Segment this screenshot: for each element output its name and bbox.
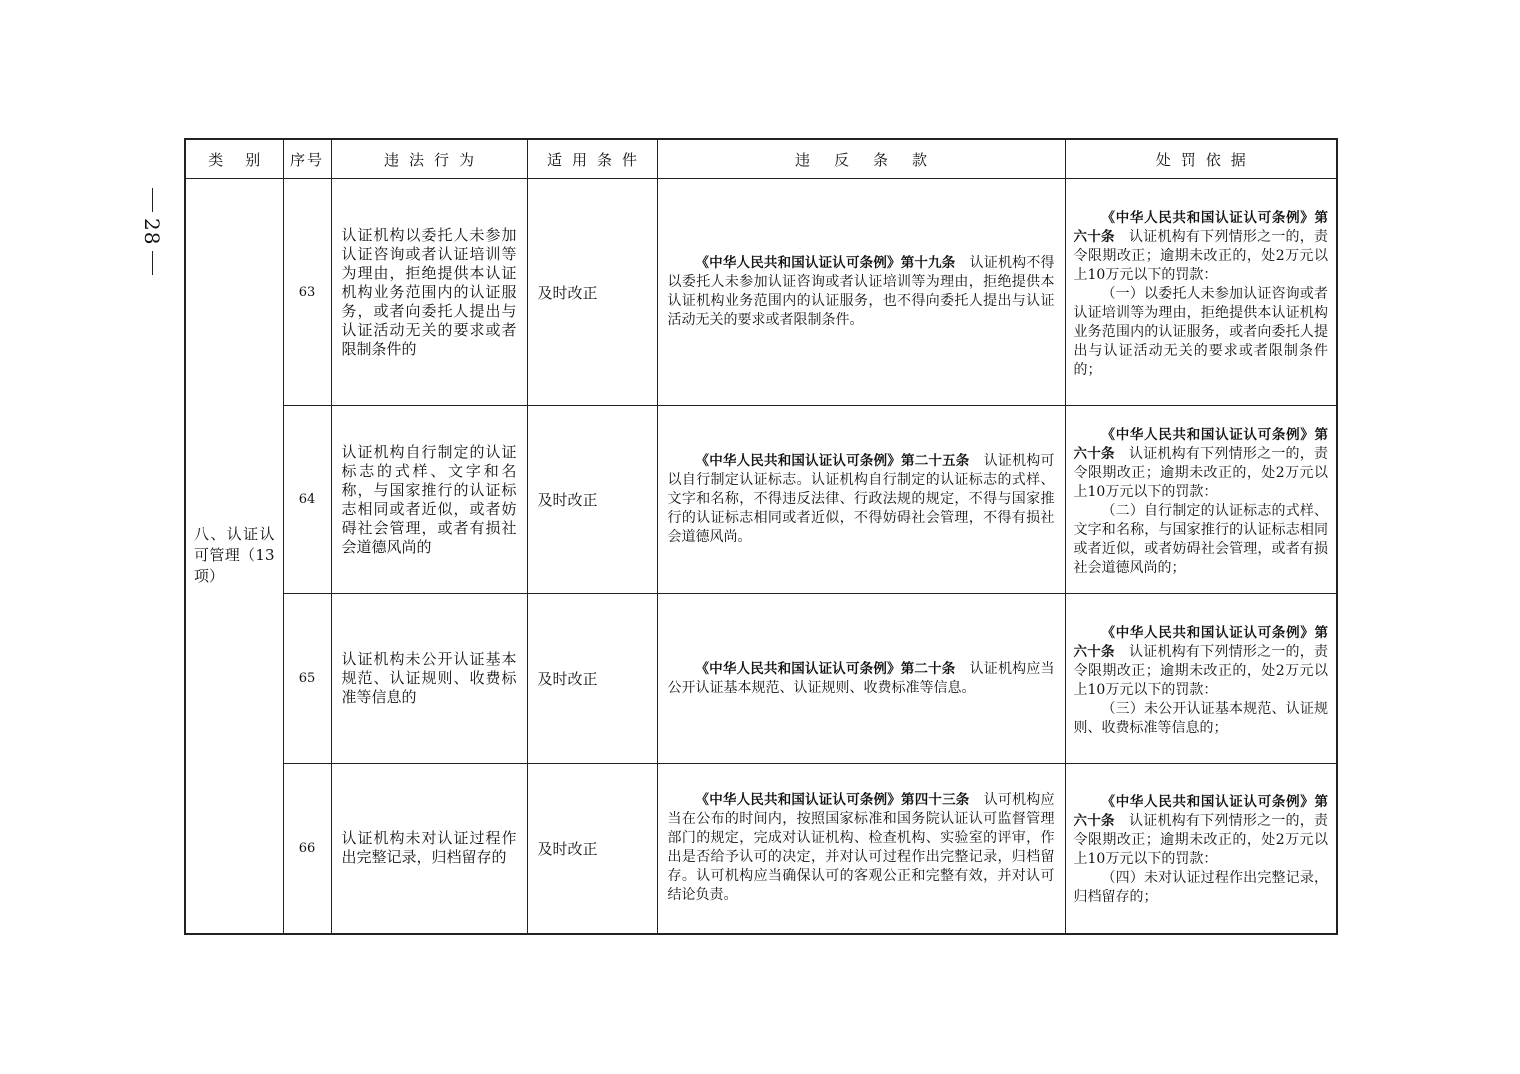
header-behavior: 违法行为 [331,139,527,179]
condition-cell: 及时改正 [527,764,657,934]
basis-paragraph [1074,793,1329,869]
clause-paragraph [668,254,1055,330]
basis-text: 认证机构有下列情形之一的，责令限期改正；逾期未改正的，处2万元以上10万元以下的罚款： [1073,445,1329,500]
clause-law: 《中华人民共和国认证认可条例》第四十三条 [695,792,970,809]
basis-cell [1065,594,1337,764]
category-cell: 八、认证认可管理（13项） [185,179,283,934]
seq-cell: 65 [283,594,331,764]
clause-paragraph [668,452,1055,547]
page-number-dash-bottom [152,251,153,275]
condition-cell: 及时改正 [527,594,657,764]
basis-paragraph [1074,426,1329,502]
basis-text: 认证机构有下列情形之一的，责令限期改正；逾期未改正的，处2万元以上10万元以下的罚款： [1073,813,1329,868]
basis-law: 《中华人民共和国认证认可条例》第六十条 [1073,624,1328,660]
behavior-cell: 认证机构未公开认证基本规范、认证规则、收费标准等信息的 [331,594,527,764]
seq-cell: 66 [283,764,331,934]
seq-cell: 63 [283,179,331,406]
clause-cell [657,179,1065,406]
behavior-cell: 认证机构以委托人未参加认证咨询或者认证培训等为理由，拒绝提供本认证机构业务范围内的认证服务，或者向委托人提出与认证活动无关的要求或者限制条件的 [331,179,527,406]
header-category: 类别 [185,139,283,179]
basis-law: 《中华人民共和国认证认可条例》第六十条 [1073,794,1328,830]
basis-paragraph [1074,624,1329,700]
clause-law: 《中华人民共和国认证认可条例》第二十条 [695,660,956,677]
page-number-dash-top [152,188,153,212]
clause-law: 《中华人民共和国认证认可条例》第十九条 [695,255,956,271]
basis-item: （一）以委托人未参加认证咨询或者认证培训等为理由，拒绝提供本认证机构业务范围内的认证服务，或者向委托人提出与认证活动无关的要求或者限制条件的； [1073,285,1328,378]
basis-item: （四）未对认证过程作出完整记录，归档留存的； [1073,870,1328,906]
table-row [185,594,1337,764]
clause-cell [657,764,1065,934]
behavior-cell: 认证机构未对认证过程作出完整记录，归档留存的 [331,764,527,934]
basis-item: （二）自行制定的认证标志的式样、文字和名称，与国家推行的认证标志相同或者近似，或者妨碍社会管理，或者有损社会道德风尚的； [1073,502,1328,576]
clause-text: 认证机构可以自行制定认证标志。认证机构自行制定的认证标志的式样、文字和名称，不得违反法律、行政法规的规定，不得与国家推行的认证标志相同或者近似，不得妨碍社会管理，不得有损社会道德风尚。 [667,453,1055,545]
header-row [185,139,1337,179]
clause-text: 认证机构应当公开认证基本规范、认证规则、收费标准等信息。 [667,660,1055,696]
header-seq: 序号 [283,139,331,179]
seq-cell: 64 [283,406,331,594]
clause-paragraph [668,660,1055,698]
basis-law: 《中华人民共和国认证认可条例》第六十条 [1073,426,1328,462]
table-row [185,764,1337,934]
penalty-table [184,138,1338,935]
behavior-cell: 认证机构自行制定的认证标志的式样、文字和名称，与国家推行的认证标志相同或者近似，或者妨碍社会管理，或者有损社会道德风尚的 [331,406,527,594]
clause-cell [657,594,1065,764]
condition-cell: 及时改正 [527,406,657,594]
page-number-text: 28 [140,218,164,246]
basis-cell [1065,764,1337,934]
clause-paragraph [668,791,1055,905]
basis-paragraph [1074,209,1329,285]
basis-law: 《中华人民共和国认证认可条例》第六十条 [1073,209,1328,245]
page-number [122,188,182,278]
basis-cell [1065,179,1337,406]
condition-cell: 及时改正 [527,179,657,406]
basis-text: 认证机构有下列情形之一的，责令限期改正；逾期未改正的，处2万元以上10万元以下的罚款： [1073,643,1329,698]
basis-text: 认证机构有下列情形之一的，责令限期改正；逾期未改正的，处2万元以上10万元以下的罚款： [1073,228,1329,283]
basis-item: （三）未公开认证基本规范、认证规则、收费标准等信息的； [1073,700,1328,736]
header-clause: 违反条款 [657,139,1065,179]
table-row [185,406,1337,594]
clause-text: 认可机构应当在公布的时间内，按照国家标准和国务院认证认可监督管理部门的规定，完成对认证机构、检查机构、实验室的评审，作出是否给予认可的决定，并对认可过程作出完整记录，归档留存。认可机构应当确保认可的客观公正和完整有效，并对认可结论负责。 [667,792,1055,904]
header-basis: 处罚依据 [1065,139,1337,179]
basis-cell [1065,406,1337,594]
header-condition: 适用条件 [527,139,657,179]
clause-text: 认证机构不得以委托人未参加认证咨询或者认证培训等为理由，拒绝提供本认证机构业务范围内的认证服务，也不得向委托人提出与认证活动无关的要求或者限制条件。 [667,255,1055,328]
table-row [185,179,1337,406]
clause-cell [657,406,1065,594]
clause-law: 《中华人民共和国认证认可条例》第二十五条 [695,453,970,469]
